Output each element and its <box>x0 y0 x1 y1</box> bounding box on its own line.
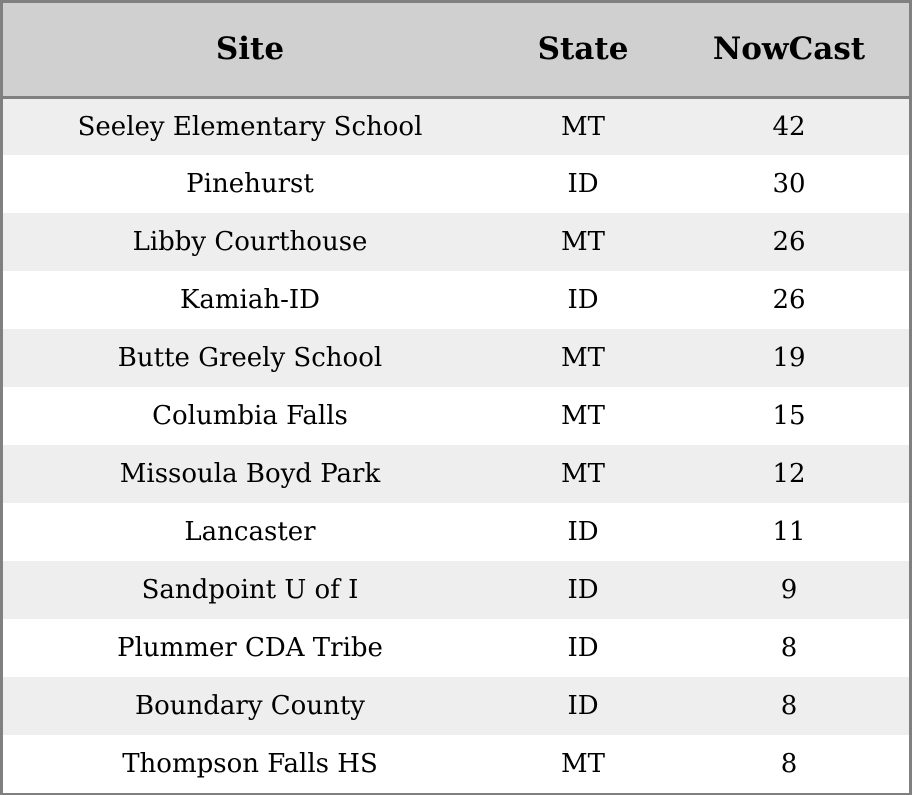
cell-state: MT <box>561 111 605 142</box>
cell-nowcast: 8 <box>780 691 798 721</box>
table-body <box>3 97 909 793</box>
cell-state: ID <box>567 575 599 605</box>
cell-state: ID <box>567 285 599 315</box>
cell-site: Thompson Falls HS <box>122 749 378 779</box>
table-header <box>3 3 909 97</box>
cell-nowcast: 9 <box>780 575 798 605</box>
header-row <box>3 3 909 97</box>
cell-nowcast: 15 <box>772 401 806 431</box>
table-row <box>3 213 909 271</box>
cell-nowcast: 8 <box>780 633 798 663</box>
cell-site: Sandpoint U of I <box>141 575 359 605</box>
cell-site: Missoula Boyd Park <box>119 459 381 489</box>
cell-state: MT <box>561 343 605 373</box>
column-header-site: Site <box>3 3 497 97</box>
cell-site: Lancaster <box>184 517 316 547</box>
table-row <box>3 445 909 503</box>
cell-site: Plummer CDA Tribe <box>117 633 383 663</box>
cell-nowcast: 42 <box>772 111 806 142</box>
cell-state: ID <box>567 691 599 721</box>
cell-site: Columbia Falls <box>152 401 348 431</box>
table-row <box>3 677 909 735</box>
nowcast-table <box>3 3 909 793</box>
cell-state: MT <box>561 459 605 489</box>
table-row <box>3 387 909 445</box>
cell-nowcast: 26 <box>772 285 806 315</box>
cell-state: ID <box>567 633 599 663</box>
table-row <box>3 329 909 387</box>
cell-state: ID <box>567 517 599 547</box>
table-row <box>3 561 909 619</box>
cell-state: MT <box>561 401 605 431</box>
cell-site: Pinehurst <box>186 169 314 199</box>
cell-state: ID <box>567 169 599 199</box>
column-header-nowcast: NowCast <box>669 3 909 97</box>
table-row <box>3 155 909 213</box>
cell-site: Butte Greely School <box>117 343 383 373</box>
cell-nowcast: 12 <box>772 459 806 489</box>
cell-nowcast: 19 <box>772 343 806 373</box>
cell-state: MT <box>561 749 605 779</box>
cell-nowcast: 30 <box>772 169 806 199</box>
cell-site: Kamiah-ID <box>179 285 321 315</box>
cell-site: Libby Courthouse <box>132 227 368 257</box>
column-header-state: State <box>497 3 669 97</box>
cell-nowcast: 8 <box>780 749 798 779</box>
cell-nowcast: 11 <box>772 517 806 547</box>
cell-state: MT <box>561 227 605 257</box>
table-row <box>3 735 909 793</box>
table-row <box>3 271 909 329</box>
table-row <box>3 503 909 561</box>
table-row <box>3 97 909 155</box>
cell-site: Boundary County <box>135 691 365 721</box>
cell-site: Seeley Elementary School <box>77 111 423 142</box>
cell-nowcast: 26 <box>772 227 806 257</box>
table-row <box>3 619 909 677</box>
